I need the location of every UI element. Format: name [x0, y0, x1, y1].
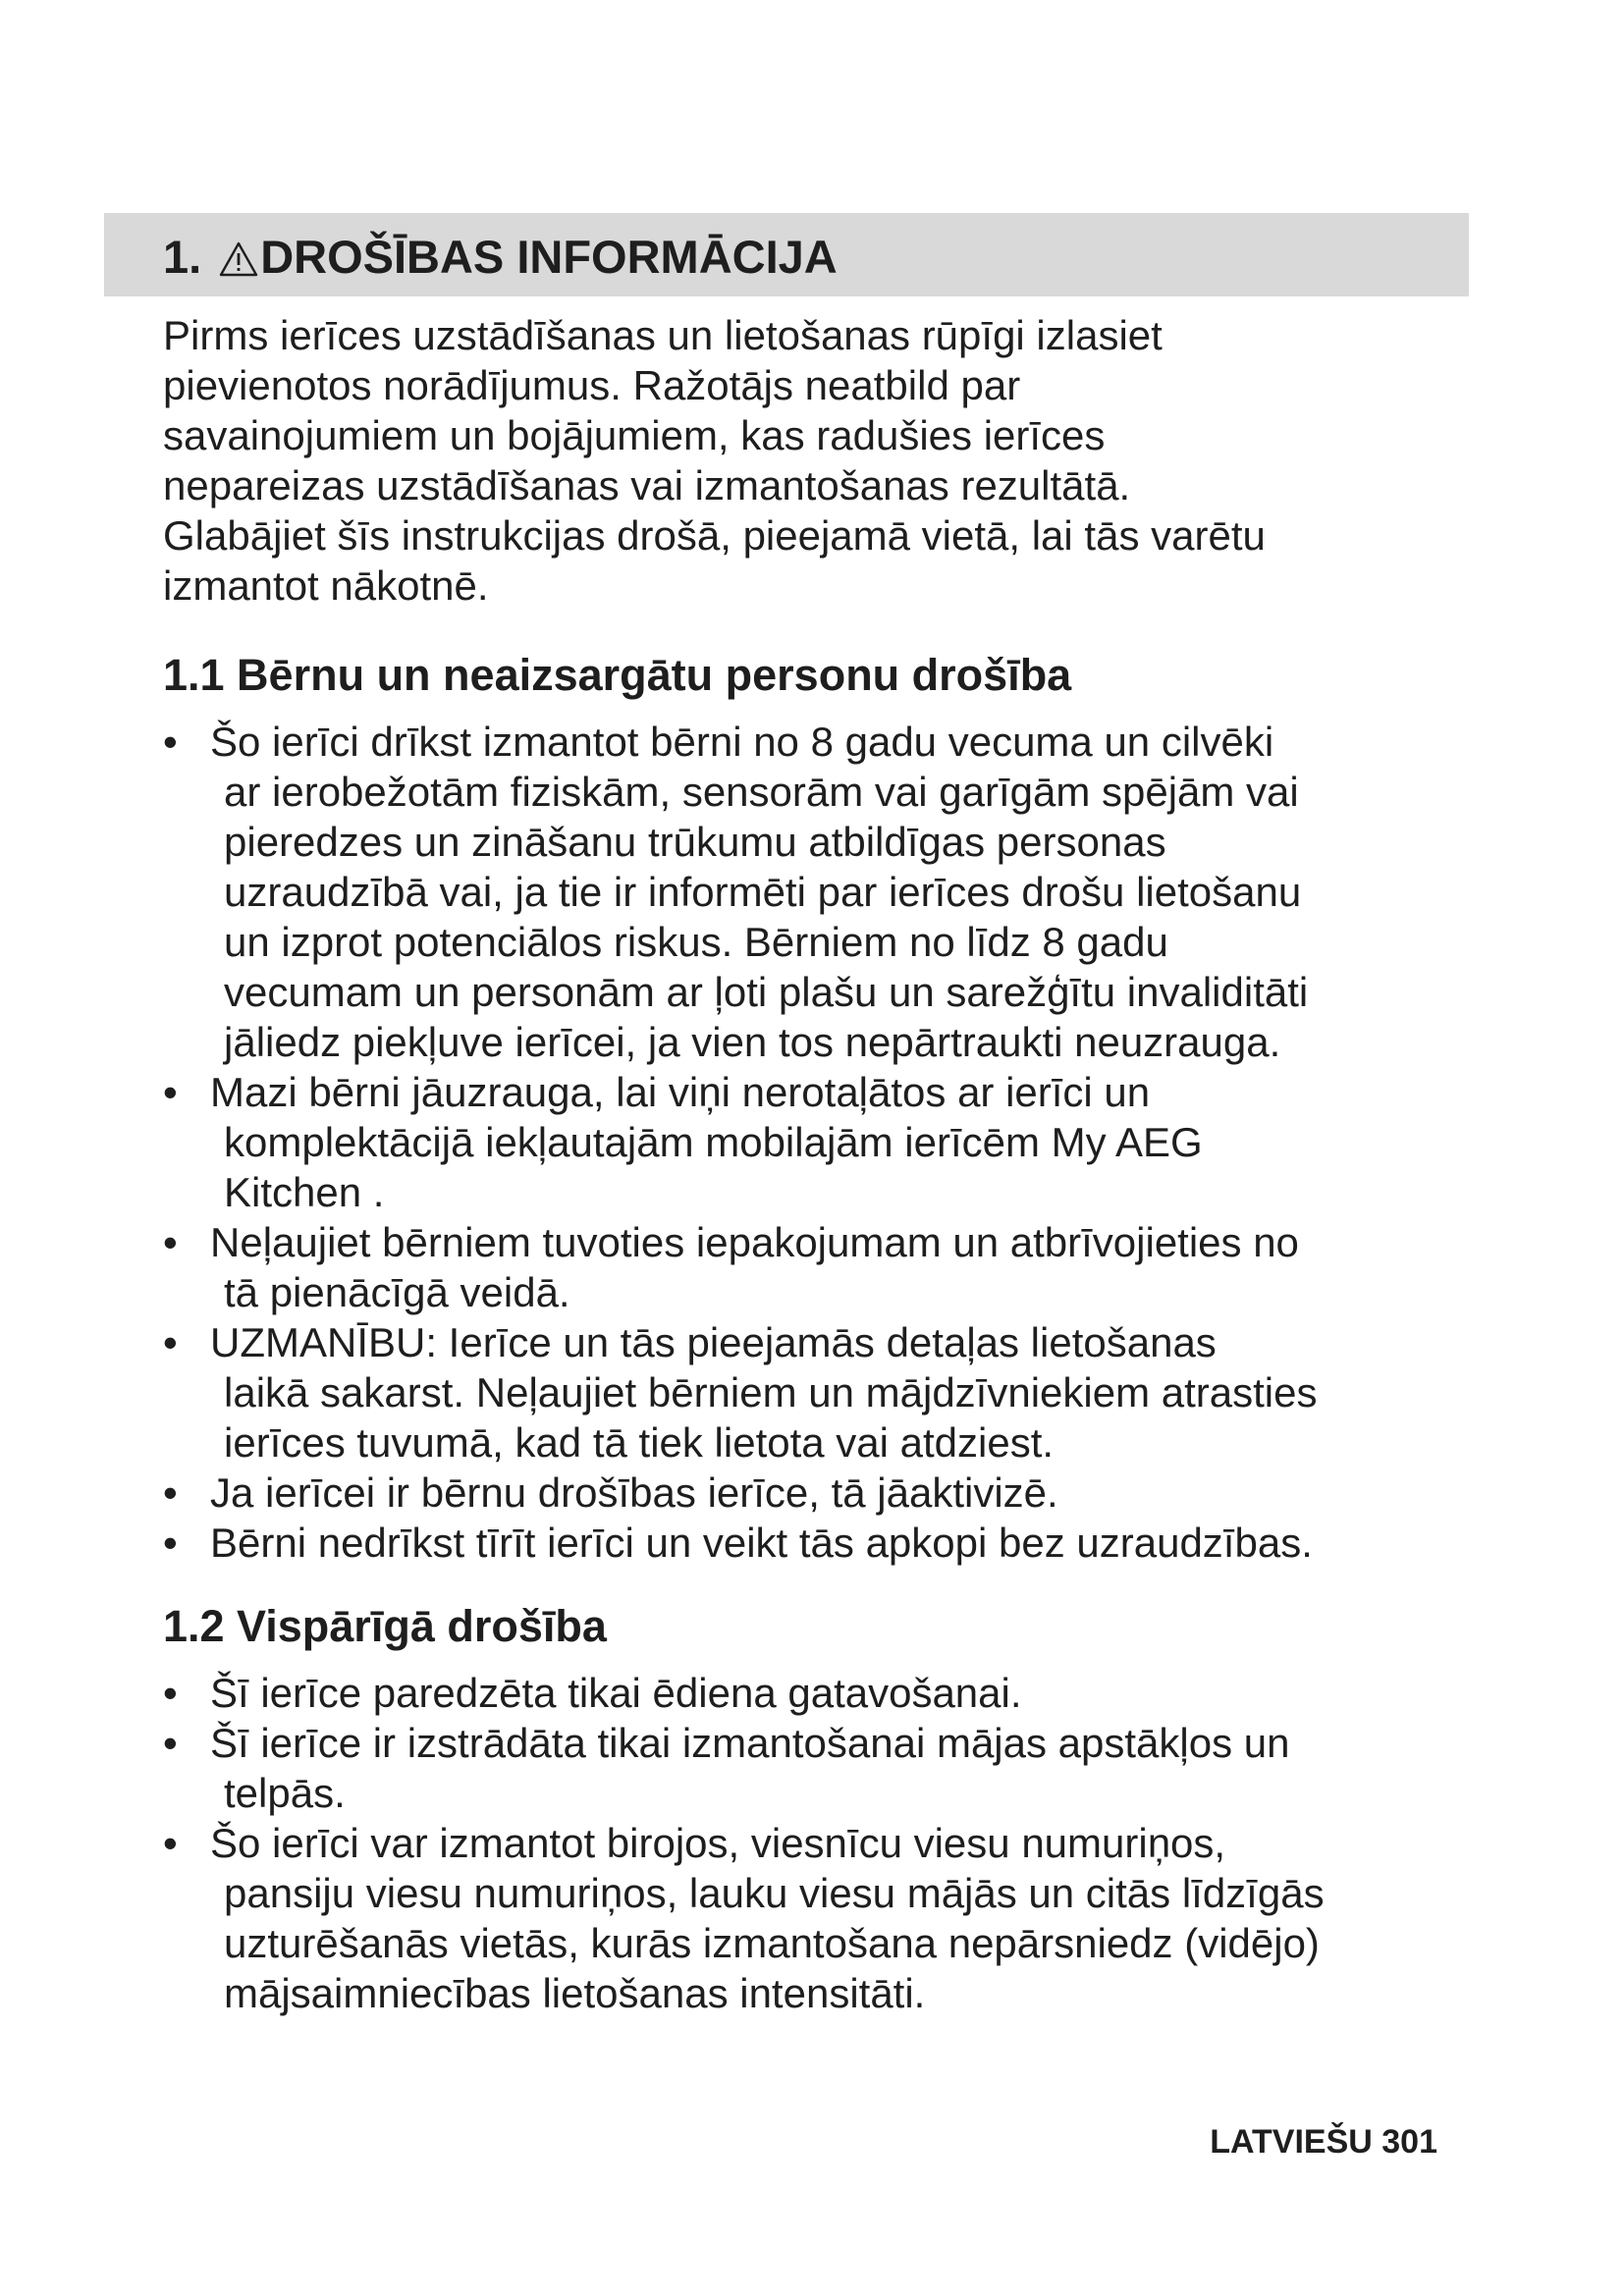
list-item-line: Neļaujiet bērniem tuvoties iepakojumam un atbrīvojieties no [210, 1219, 1299, 1265]
list-item [163, 1718, 1479, 1818]
intro-line: izmantot nākotnē. [163, 562, 489, 609]
list-item-line: un izprot potenciālos riskus. Bērniem no līdz 8 gadu [224, 919, 1168, 965]
section-number: 1. [163, 231, 202, 283]
list-item-line: tā pienācīgā veidā. [224, 1269, 570, 1315]
list-item-line: Šī ierīce ir izstrādāta tikai izmantošanai mājas apstākļos un [210, 1720, 1290, 1766]
list-item-line: Bērni nedrīkst tīrīt ierīci un veikt tās apkopi bez uzraudzības. [210, 1520, 1313, 1566]
list-item-line: ar ierobežotām fiziskām, sensorām vai garīgām spējām vai [224, 769, 1299, 815]
list-item-line: pieredzes un zināšanu trūkumu atbildīgas personas [224, 819, 1166, 865]
page-footer: LATVIEŠU 301 [1210, 2123, 1437, 2161]
list-item-line: komplektācijā iekļautajām mobilajām ierīcēm My AEG [224, 1119, 1203, 1165]
intro-line: Pirms ierīces uzstādīšanas un lietošanas rūpīgi izlasiet [163, 312, 1163, 358]
list-item-line: Kitchen . [224, 1169, 385, 1215]
subsection-title-general-safety: 1.2 Vispārīgā drošība [163, 1601, 607, 1651]
list-item-line: Ja ierīcei ir bērnu drošības ierīce, tā jāaktivizē. [210, 1469, 1058, 1516]
list-item-line: Šo ierīci var izmantot birojos, viesnīcu viesu numuriņos, [210, 1820, 1226, 1866]
list-item-line: telpās. [224, 1770, 346, 1816]
bullet-marker: • [163, 1469, 178, 1516]
list-item-line: Šī ierīce paredzēta tikai ēdiena gatavošanai. [210, 1670, 1022, 1716]
bullet-marker: • [163, 1219, 178, 1265]
list-item-line: UZMANĪBU: Ierīce un tās pieejamās detaļas lietošanas [210, 1319, 1217, 1365]
child-safety-list [163, 717, 1479, 1568]
bullet-marker: • [163, 1319, 178, 1365]
subsection-title-child-safety: 1.1 Bērnu un neaizsargātu personu drošība [163, 650, 1072, 700]
intro-line: pievienotos norādījumus. Ražotājs neatbild par [163, 362, 1021, 408]
list-item [163, 1067, 1479, 1217]
content [163, 310, 1479, 2018]
list-item [163, 1468, 1479, 1518]
list-item-line: pansiju viesu numuriņos, lauku viesu mājās un citās līdzīgās [224, 1870, 1325, 1916]
list-item-line: uzturēšanās vietās, kurās izmantošana nepārsniedz (vidējo) [224, 1920, 1320, 1966]
list-item-line: vecumam un personām ar ļoti plašu un sarežģītu invaliditāti [224, 969, 1309, 1015]
bullet-marker: • [163, 719, 178, 765]
list-item [163, 1668, 1479, 1718]
intro-line: nepareizas uzstādīšanas vai izmantošanas rezultātā. [163, 462, 1131, 508]
list-item-line: uzraudzībā vai, ja tie ir informēti par ierīces drošu lietošanu [224, 869, 1302, 915]
section-title [163, 222, 838, 293]
list-item [163, 1818, 1479, 2018]
intro-paragraph [163, 310, 1479, 611]
warning-triangle-icon [219, 241, 258, 277]
list-item [163, 1217, 1479, 1317]
general-safety-list [163, 1668, 1479, 2018]
intro-line: savainojumiem un bojājumiem, kas radušies ierīces [163, 412, 1106, 458]
list-item [163, 1317, 1479, 1468]
intro-line: Glabājiet šīs instrukcijas drošā, pieejamā vietā, lai tās varētu [163, 512, 1266, 559]
list-item [163, 1518, 1479, 1568]
bullet-marker: • [163, 1670, 178, 1716]
list-item-line: mājsaimniecības lietošanas intensitāti. [224, 1970, 926, 2016]
section-title-text: DROŠĪBAS INFORMĀCIJA [260, 231, 838, 283]
bullet-marker: • [163, 1820, 178, 1866]
list-item-line: Mazi bērni jāuzrauga, lai viņi nerotaļātos ar ierīci un [210, 1069, 1151, 1115]
bullet-marker: • [163, 1069, 178, 1115]
list-item-line: Šo ierīci drīkst izmantot bērni no 8 gadu vecuma un cilvēki [210, 719, 1274, 765]
list-item [163, 717, 1479, 1067]
list-item-line: jāliedz piekļuve ierīcei, ja vien tos nepārtraukti neuzrauga. [224, 1019, 1281, 1065]
list-item-line: laikā sakarst. Neļaujiet bērniem un mājdzīvniekiem atrasties [224, 1369, 1318, 1415]
bullet-marker: • [163, 1720, 178, 1766]
bullet-marker: • [163, 1520, 178, 1566]
list-item-line: ierīces tuvumā, kad tā tiek lietota vai atdziest. [224, 1419, 1055, 1466]
